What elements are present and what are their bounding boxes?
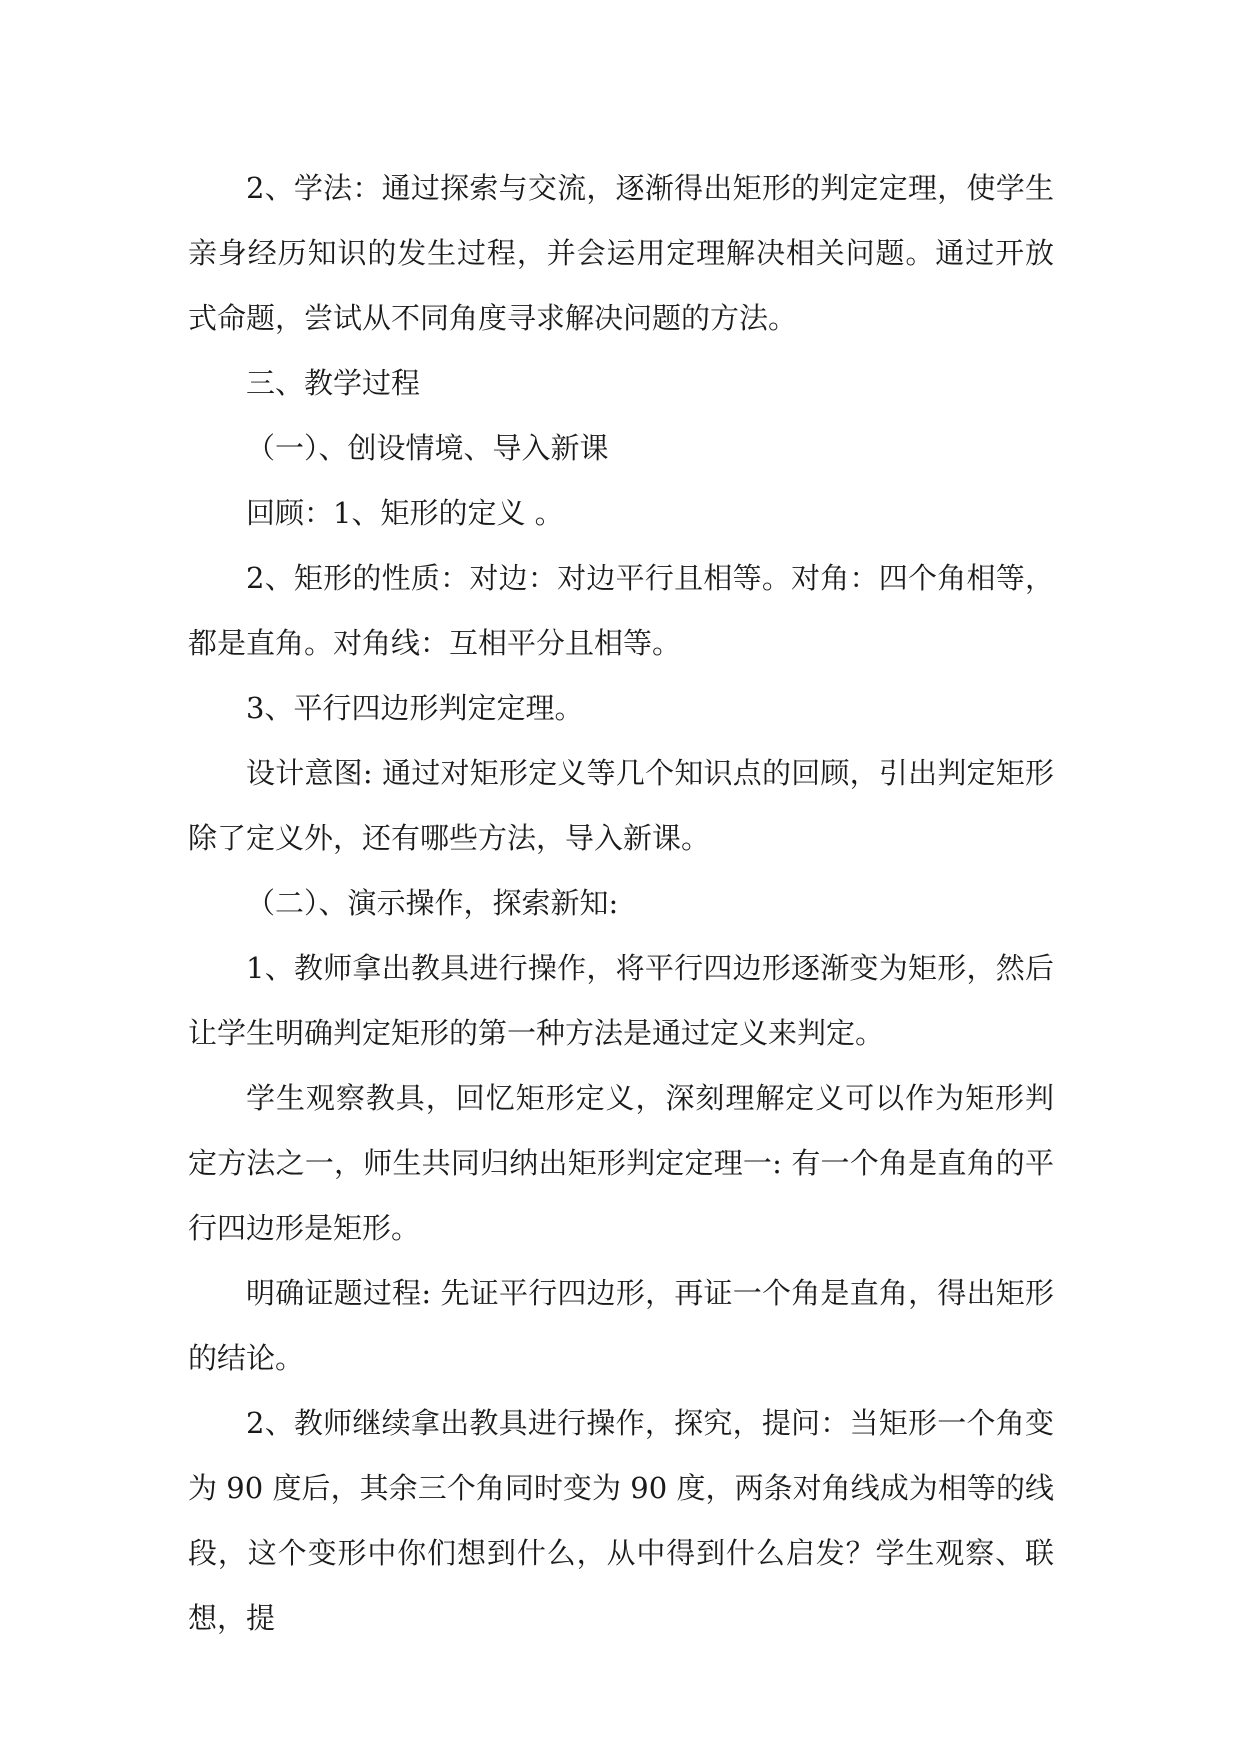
paragraph-study-method: 2、学法：通过探索与交流，逐渐得出矩形的判定定理，使学生亲身经历知识的发生过程，并会运用定理解决相关问题。通过开放式命题，尝试从不同角度寻求解决问题的方法。: [188, 171, 1054, 335]
paragraph-review-1: 回顾：1、矩形的定义 。: [246, 496, 564, 530]
subsection-heading-2: （二）、演示操作，探索新知:: [246, 886, 619, 920]
paragraph-student-observe: 学生观察教具，回忆矩形定义，深刻理解定义可以作为矩形判定方法之一，师生共同归纳出矩形判定定理一: 有一个角是直角的平行四边形是矩形。: [188, 1081, 1054, 1245]
section-heading-teaching-process: 三、教学过程: [246, 366, 421, 400]
paragraph-teacher-demo-2: 2、教师继续拿出教具进行操作，探究，提问：当矩形一个角变为 90 度后，其余三个角同时变为 90 度，两条对角线成为相等的线段，这个变形中你们想到什么，从中得到什么启发？学生观察、联想，提: [188, 1406, 1054, 1635]
subsection-heading-1: （一）、创设情境、导入新课: [246, 431, 609, 465]
document-body: [188, 156, 1054, 1651]
paragraph-parallelogram-theorem: 3、平行四边形判定定理。: [246, 691, 584, 725]
paragraph-teacher-demo-1: 1、教师拿出教具进行操作，将平行四边形逐渐变为矩形，然后让学生明确判定矩形的第一种方法是通过定义来判定。: [188, 951, 1054, 1050]
paragraph-design-intent: 设计意图: 通过对矩形定义等几个知识点的回顾，引出判定矩形除了定义外，还有哪些方法，导入新课。: [188, 756, 1054, 855]
paragraph-proof-process: 明确证题过程: 先证平行四边形，再证一个角是直角，得出矩形的结论。: [188, 1276, 1054, 1375]
paragraph-rectangle-properties: 2、矩形的性质：对边：对边平行且相等。对角：四个角相等，都是直角。对角线：互相平分且相等。: [188, 561, 1054, 660]
